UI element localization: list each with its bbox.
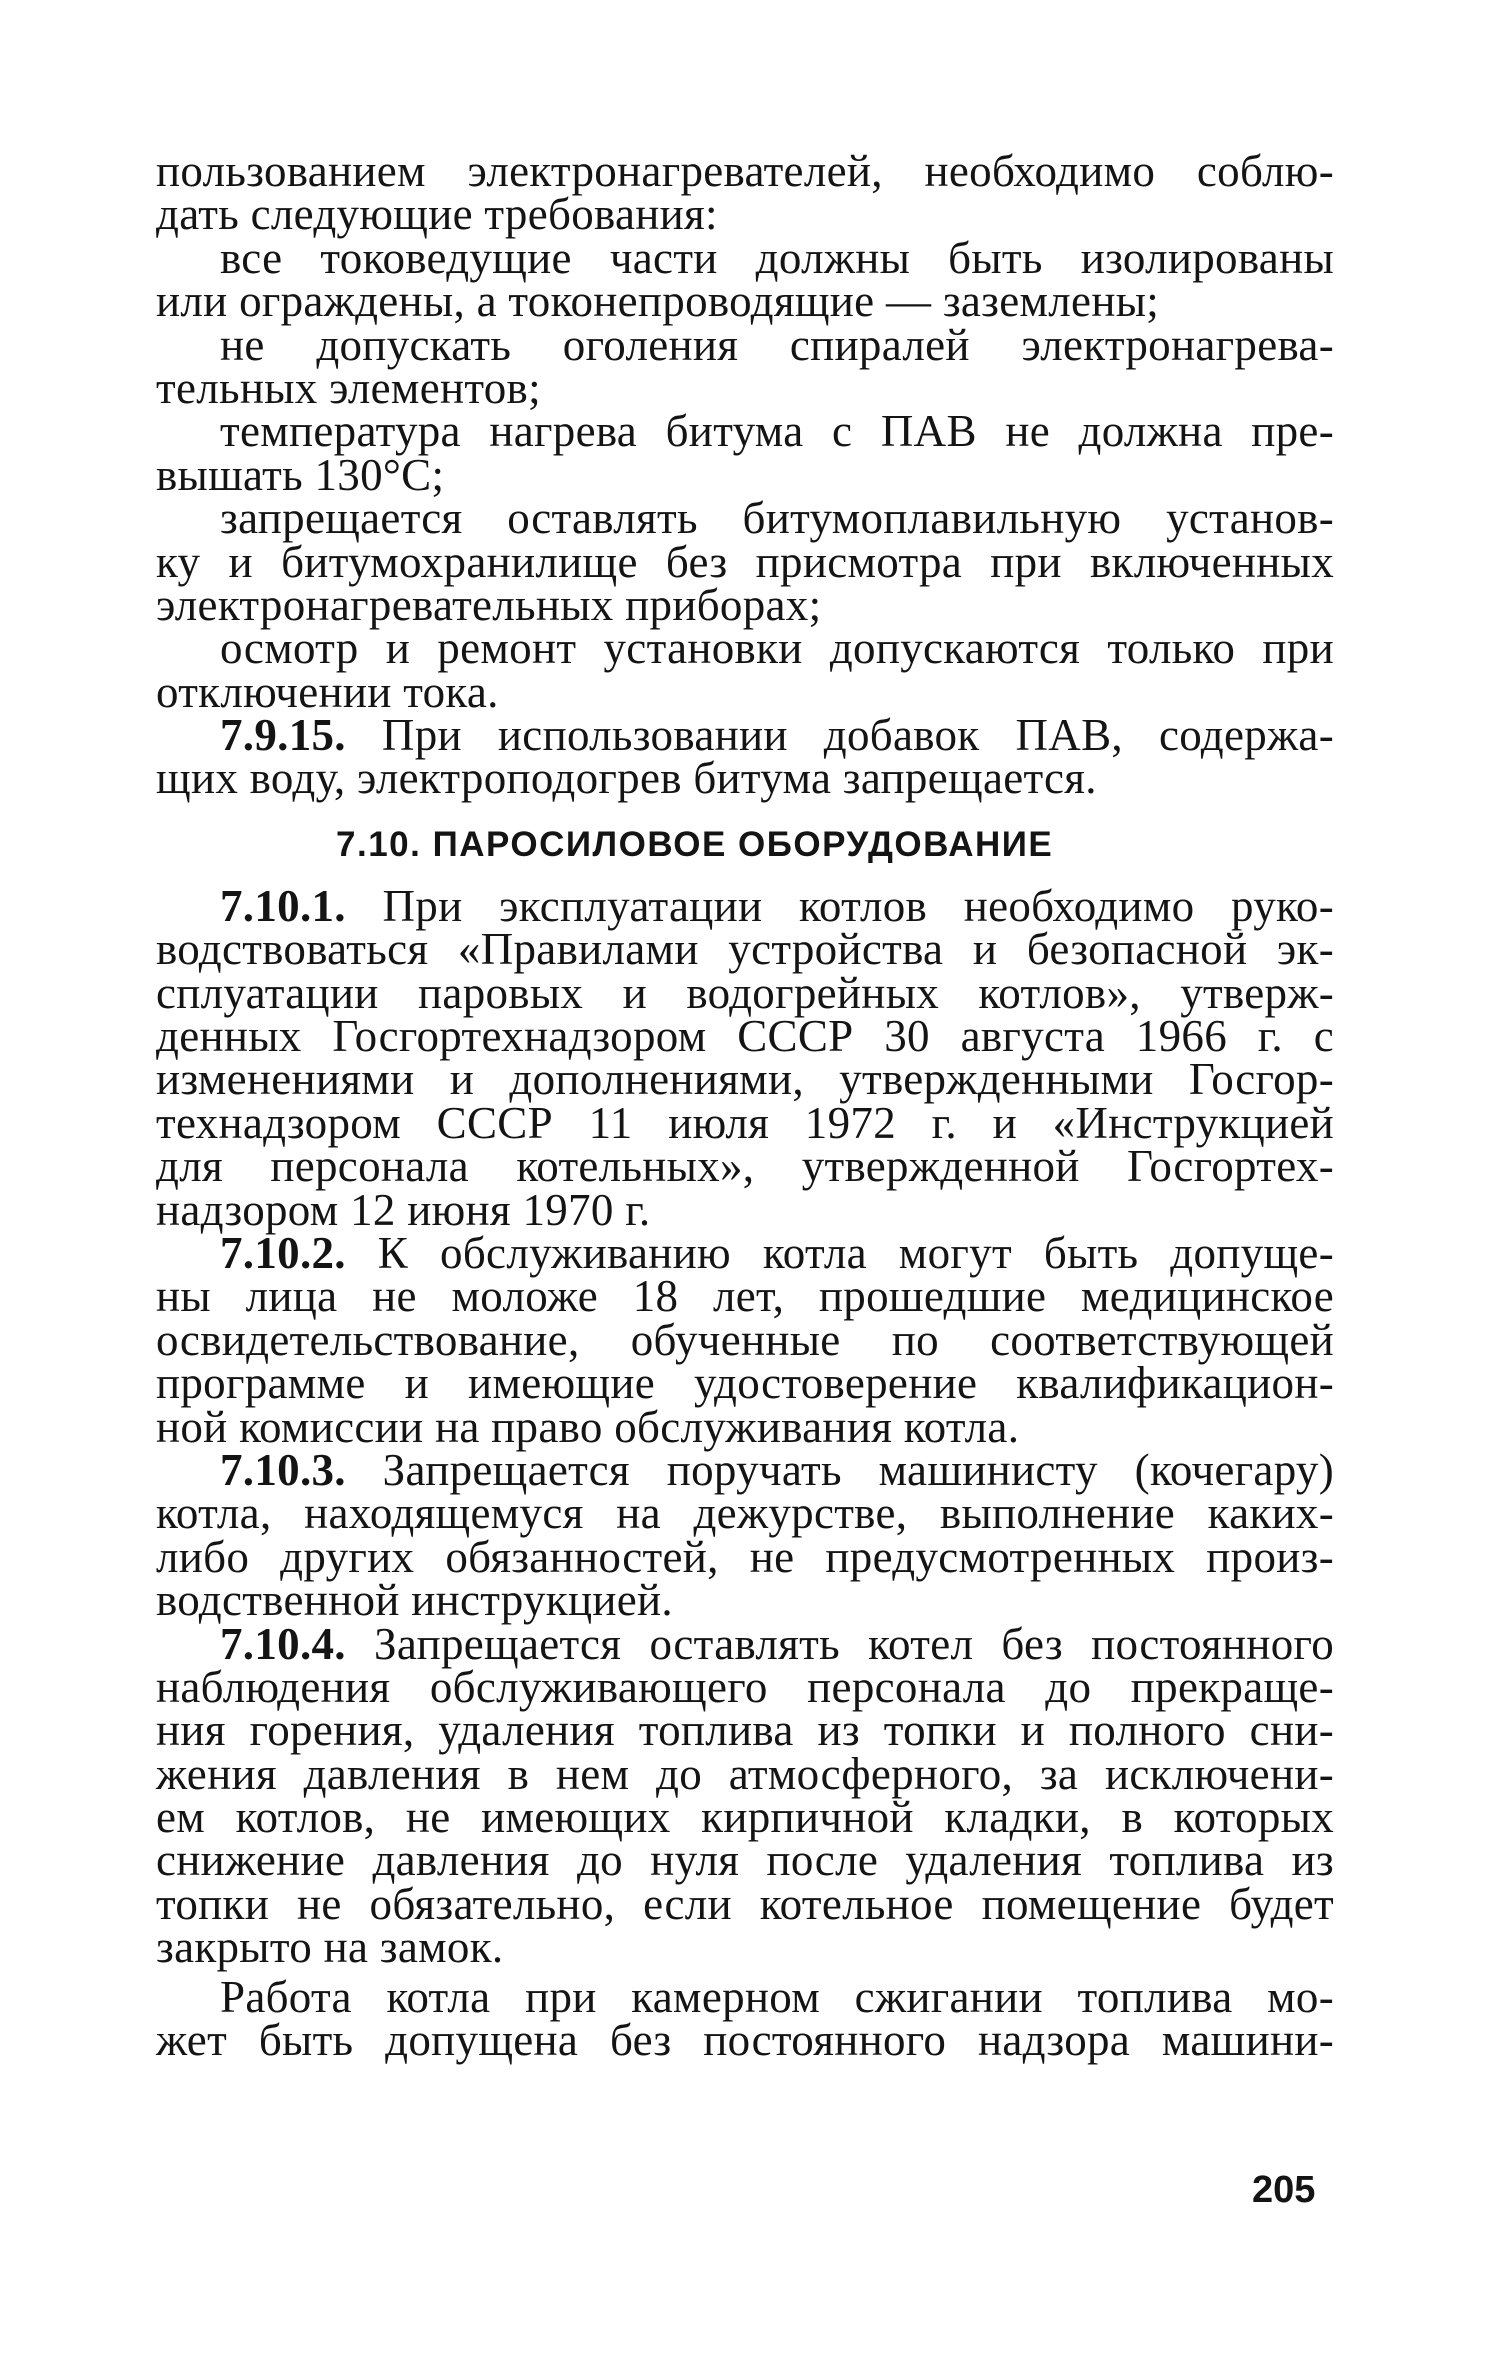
- text-line: водствоваться «Правилами устройства и безопасной эк-: [156, 924, 1334, 975]
- clause-7-10-2: [156, 1227, 1334, 1452]
- text-line: отключении тока.: [156, 666, 499, 717]
- text-line: жет быть допущена без постоянного надзора машини-: [156, 2015, 1334, 2066]
- closing-paragraph: [156, 1971, 1334, 2066]
- text-line: тельных элементов;: [156, 362, 541, 413]
- text-line: щих воду, электроподогрев битума запрещается.: [156, 753, 1097, 804]
- requirement-item: [156, 319, 1334, 413]
- text-line: надзором 12 июня 1970 г.: [156, 1184, 651, 1235]
- text-line: осмотр и ремонт установки допускаются только при: [220, 623, 1334, 674]
- text-line: ны лица не моложе 18 лет, прошедшие медицинское: [156, 1271, 1334, 1322]
- section-heading: 7.10. ПАРОСИЛОВОЕ ОБОРУДОВАНИЕ: [336, 824, 1054, 864]
- text-line: программе и имеющие удостоверение квалификацион-: [156, 1358, 1334, 1409]
- text-line: освидетельствование, обученные по соответствующей: [156, 1314, 1334, 1365]
- clause-first-line: [156, 1444, 1334, 1495]
- clause-first-line: [156, 1227, 1334, 1278]
- text-line: ной комиссии на право обслуживания котла.: [156, 1401, 1020, 1452]
- text-line: сплуатации паровых и водогрейных котлов», утверж-: [156, 967, 1334, 1018]
- clause-text: При эксплуатации котлов необходимо руко-: [345, 880, 1334, 931]
- text-line: электронагревательных приборах;: [156, 579, 822, 630]
- page-text-block: [156, 146, 1334, 2066]
- clause-text: При использовании добавок ПАВ, содержа-: [345, 710, 1334, 761]
- text-line: дать следующие требования:: [156, 189, 718, 240]
- clause-first-line: [156, 710, 1334, 761]
- clause-text: Запрещается оставлять котел без постоянного: [345, 1618, 1334, 1669]
- text-line: закрыто на замок.: [156, 1922, 504, 1973]
- clause-text: Запрещается поручать машинисту (кочегару): [345, 1444, 1334, 1495]
- clause-number: 7.10.1.: [220, 880, 346, 931]
- requirement-item: [156, 232, 1334, 327]
- text-line: Работа котла при камерном сжигании топлива мо-: [220, 1971, 1334, 2022]
- text-line: технадзором СССР 11 июля 1972 г. и «Инструкцией: [156, 1097, 1334, 1148]
- requirement-item: [156, 623, 1334, 717]
- text-line: пользованием электронагревателей, необходимо соблю-: [156, 146, 1334, 196]
- clause-number: 7.10.2.: [220, 1227, 346, 1278]
- clause-number: 7.10.4.: [220, 1618, 346, 1669]
- clause-7-9-15: [156, 710, 1334, 804]
- clause-7-10-3: [156, 1444, 1334, 1626]
- requirement-item: [156, 406, 1334, 500]
- clause-number: 7.10.3.: [220, 1444, 346, 1495]
- text-line: ку и битумохранилище без присмотра при включенных: [156, 536, 1334, 587]
- clause-first-line: [156, 880, 1334, 931]
- text-line: или ограждены, а токонепроводящие — заземлены;: [156, 276, 1160, 327]
- clause-number: 7.9.15.: [220, 710, 346, 761]
- clause-first-line: [156, 1618, 1334, 1669]
- text-line: снижение давления до нуля после удаления топлива из: [156, 1835, 1334, 1886]
- page-number: 205: [1252, 2169, 1316, 2211]
- text-line: топки не обязательно, если котельное помещение будет: [156, 1878, 1334, 1929]
- requirements-list: [156, 232, 1334, 717]
- text-line: наблюдения обслуживающего персонала до прекраще-: [156, 1661, 1334, 1712]
- text-line: изменениями и дополнениями, утвержденными Госгор-: [156, 1054, 1334, 1105]
- text-line: запрещается оставлять битумоплавильную установ-: [220, 493, 1334, 544]
- clause-text: К обслуживанию котла могут быть допуще-: [345, 1227, 1334, 1278]
- text-line: не допускать оголения спиралей электронагрева-: [220, 319, 1334, 370]
- clause-7-10-1: [156, 880, 1334, 1235]
- text-line: котла, находящемуся на дежурстве, выполнение каких-: [156, 1488, 1334, 1539]
- text-line: денных Госгортехнадзором СССР 30 августа 1966 г. с: [156, 1011, 1334, 1062]
- text-line: все токоведущие части должны быть изолированы: [220, 232, 1334, 283]
- intro-paragraph: [156, 146, 1334, 240]
- text-line: жения давления в нем до атмосферного, за исключени-: [156, 1748, 1334, 1799]
- clause-7-10-4: [156, 1618, 1334, 1973]
- text-line: ния горения, удаления топлива из топки и полного сни-: [156, 1705, 1334, 1756]
- text-line: температура нагрева битума с ПАВ не должна пре-: [220, 406, 1334, 457]
- text-line: водственной инструкцией.: [156, 1575, 673, 1626]
- text-line: для персонала котельных», утвержденной Госгортех-: [156, 1141, 1334, 1192]
- text-line: ем котлов, не имеющих кирпичной кладки, в которых: [156, 1792, 1334, 1843]
- requirement-item: [156, 493, 1334, 630]
- text-line: либо других обязанностей, не предусмотренных произ-: [156, 1531, 1334, 1582]
- text-line: вышать 130°С;: [156, 449, 445, 500]
